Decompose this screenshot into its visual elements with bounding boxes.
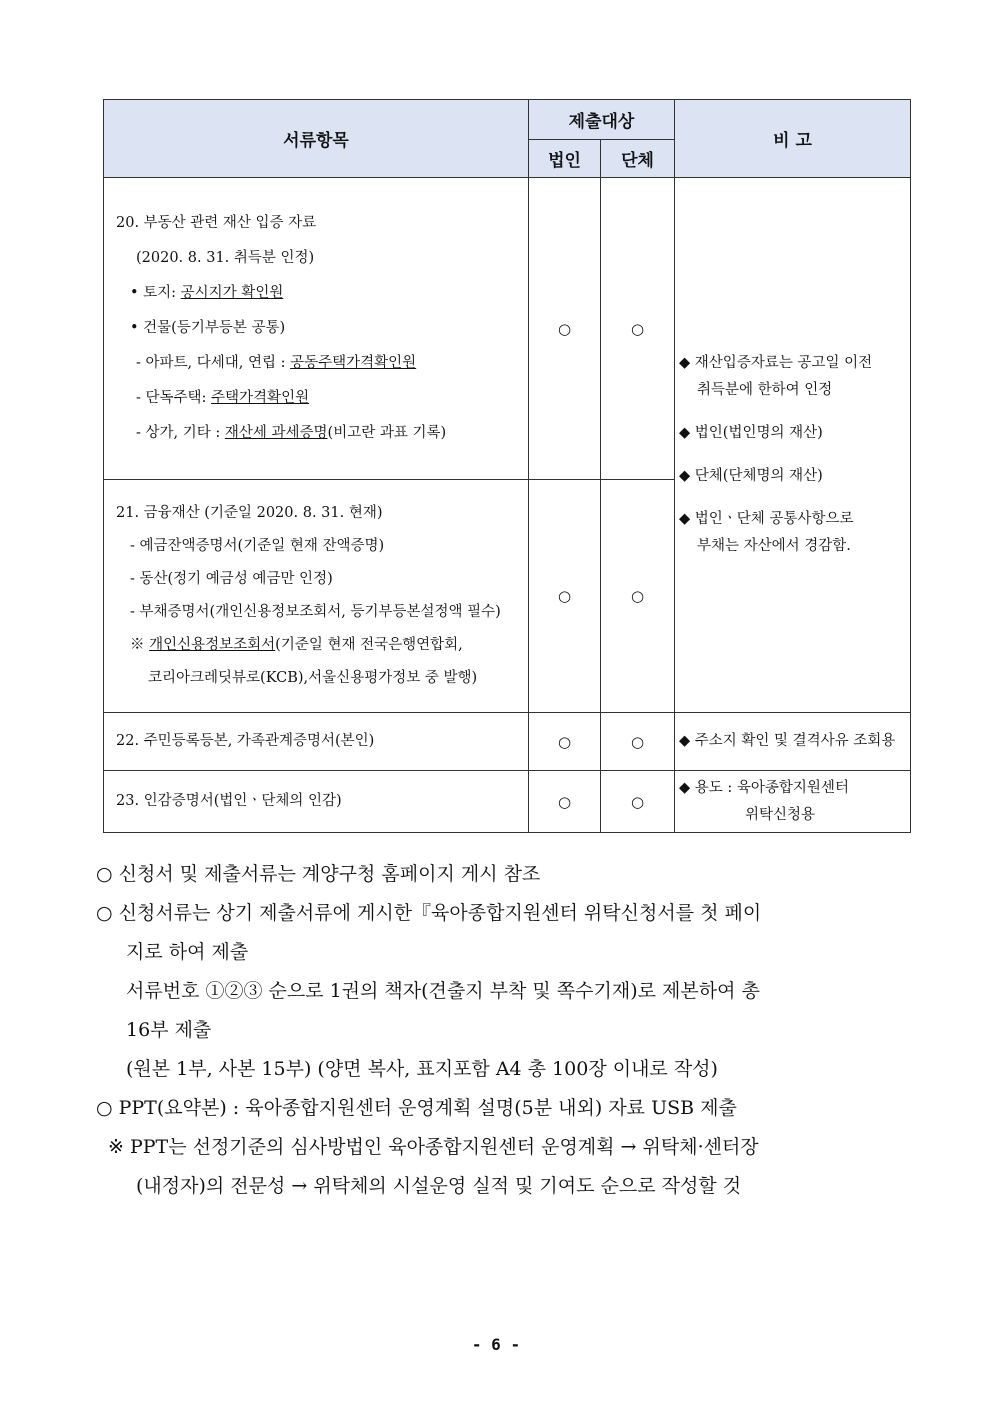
note-property-cont: 취득분에 한하여 인정 [697,382,833,398]
documents-table [103,99,911,833]
header-corp: 법인 [529,140,601,178]
note-corp: ◆ 법인(법인명의 재산) [679,425,823,441]
commercial-doc: 재산세 과세증명 [224,425,328,441]
house-doc: 주택가격확인원 [211,390,310,406]
shared-remarks [675,178,911,713]
row-21-credit: ※ 개인신용정보조회서(기준일 현재 전국은행연합회, [130,637,463,653]
credit-doc: 개인신용정보조회서 [149,637,276,653]
row-21-deposit: - 예금잔액증명서(기준일 현재 잔액증명) [130,538,385,554]
row-21-debt: - 부채증명서(개인신용정보조회서, 등기부등본설정액 필수) [130,604,501,620]
table-row [104,178,911,480]
row-21-corp-mark: ○ [529,480,601,713]
row-23-item: 23. 인감증명서(법인ㆍ단체의 인감) [104,771,529,833]
note-group: ◆ 단체(단체명의 재산) [679,468,823,484]
row-22-item: 22. 주민등록등본, 가족관계증명서(본인) [104,713,529,771]
row-23-corp-mark: ○ [529,771,601,833]
row-22-remarks: ◆ 주소지 확인 및 결격사유 조회용 [675,713,911,771]
row-21-title: 21. 금융재산 (기준일 2020. 8. 31. 현재) [116,505,383,521]
row-21-group-mark: ○ [601,480,675,713]
note-line-3: 서류번호 ①②③ 순으로 1권의 책자(견출지 부착 및 쪽수기재)로 제본하여 총 [126,980,760,1002]
row-22-corp-mark: ○ [529,713,601,771]
header-group: 단체 [601,140,675,178]
submission-notes [96,855,926,1206]
row-20-period: (2020. 8. 31. 취득분 인정) [136,250,315,266]
header-item: 서류항목 [104,100,529,178]
note-line-ppt: ○ PPT(요약본) : 육아종합지원센터 운영계획 설명(5분 내외) 자료 USB 제출 [96,1097,737,1119]
note-line-1: ○ 신청서 및 제출서류는 계양구청 홈페이지 게시 참조 [96,863,541,885]
row-20-item [104,178,529,480]
apartment-doc: 공동주택가격확인원 [290,355,417,371]
row-20-title: 20. 부동산 관련 재산 입증 자료 [116,215,317,231]
row-21-credit-cont: 코리아크레딧뷰로(KCB),서울신용평가정보 중 발행) [148,670,478,686]
row-21-movable: - 동산(정기 예금성 예금만 인정) [130,571,333,587]
note-line-copies: (원본 1부, 사본 15부) (양면 복사, 표지포함 A4 총 100장 이내로 작성) [126,1058,718,1080]
land-doc: 공시지가 확인원 [180,285,284,301]
row-20-group-mark: ○ [601,178,675,480]
note-common-cont: 부채는 자산에서 경감함. [697,538,851,554]
row-22-group-mark: ○ [601,713,675,771]
row-20-house: - 단독주택: 주택가격확인원 [136,390,310,406]
note-line-2-cont: 지로 하여 제출 [126,941,249,963]
row-20-land: • 토지: 공시지가 확인원 [130,285,284,301]
row-21-item [104,480,529,713]
table-row [104,771,911,833]
note-common: ◆ 법인ㆍ단체 공통사항으로 [679,511,854,527]
row-23-remarks: ◆ 용도 : 육아종합지원센터 위탁신청용 [675,771,911,833]
row-23-group-mark: ○ [601,771,675,833]
note-line-ppt-remark: ※ PPT는 선정기준의 심사방법인 육아종합지원센터 운영계획 → 위탁체·센터장 [108,1136,759,1158]
row-20-apartment: - 아파트, 다세대, 연립 : 공동주택가격확인원 [136,355,417,371]
row-20-corp-mark: ○ [529,178,601,480]
row-20-building: • 건물(등기부등본 공통) [130,320,286,336]
row-20-commercial: - 상가, 기타 : 재산세 과세증명(비고란 과표 기록) [136,425,447,441]
note-line-ppt-remark-cont: (내정자)의 전문성 → 위탁체의 시설운영 실적 및 기여도 순으로 작성할 것 [136,1175,742,1197]
header-remarks: 비 고 [675,100,911,178]
note-line-3-cont: 16부 제출 [126,1019,212,1041]
note-line-2: ○ 신청서류는 상기 제출서류에 게시한『육아종합지원센터 위탁신청서를 첫 페이 [96,902,762,924]
table-row [104,713,911,771]
note-property: ◆ 재산입증자료는 공고일 이전 [679,355,873,371]
page-number: - 6 - [471,1335,521,1354]
header-target: 제출대상 [529,100,675,140]
